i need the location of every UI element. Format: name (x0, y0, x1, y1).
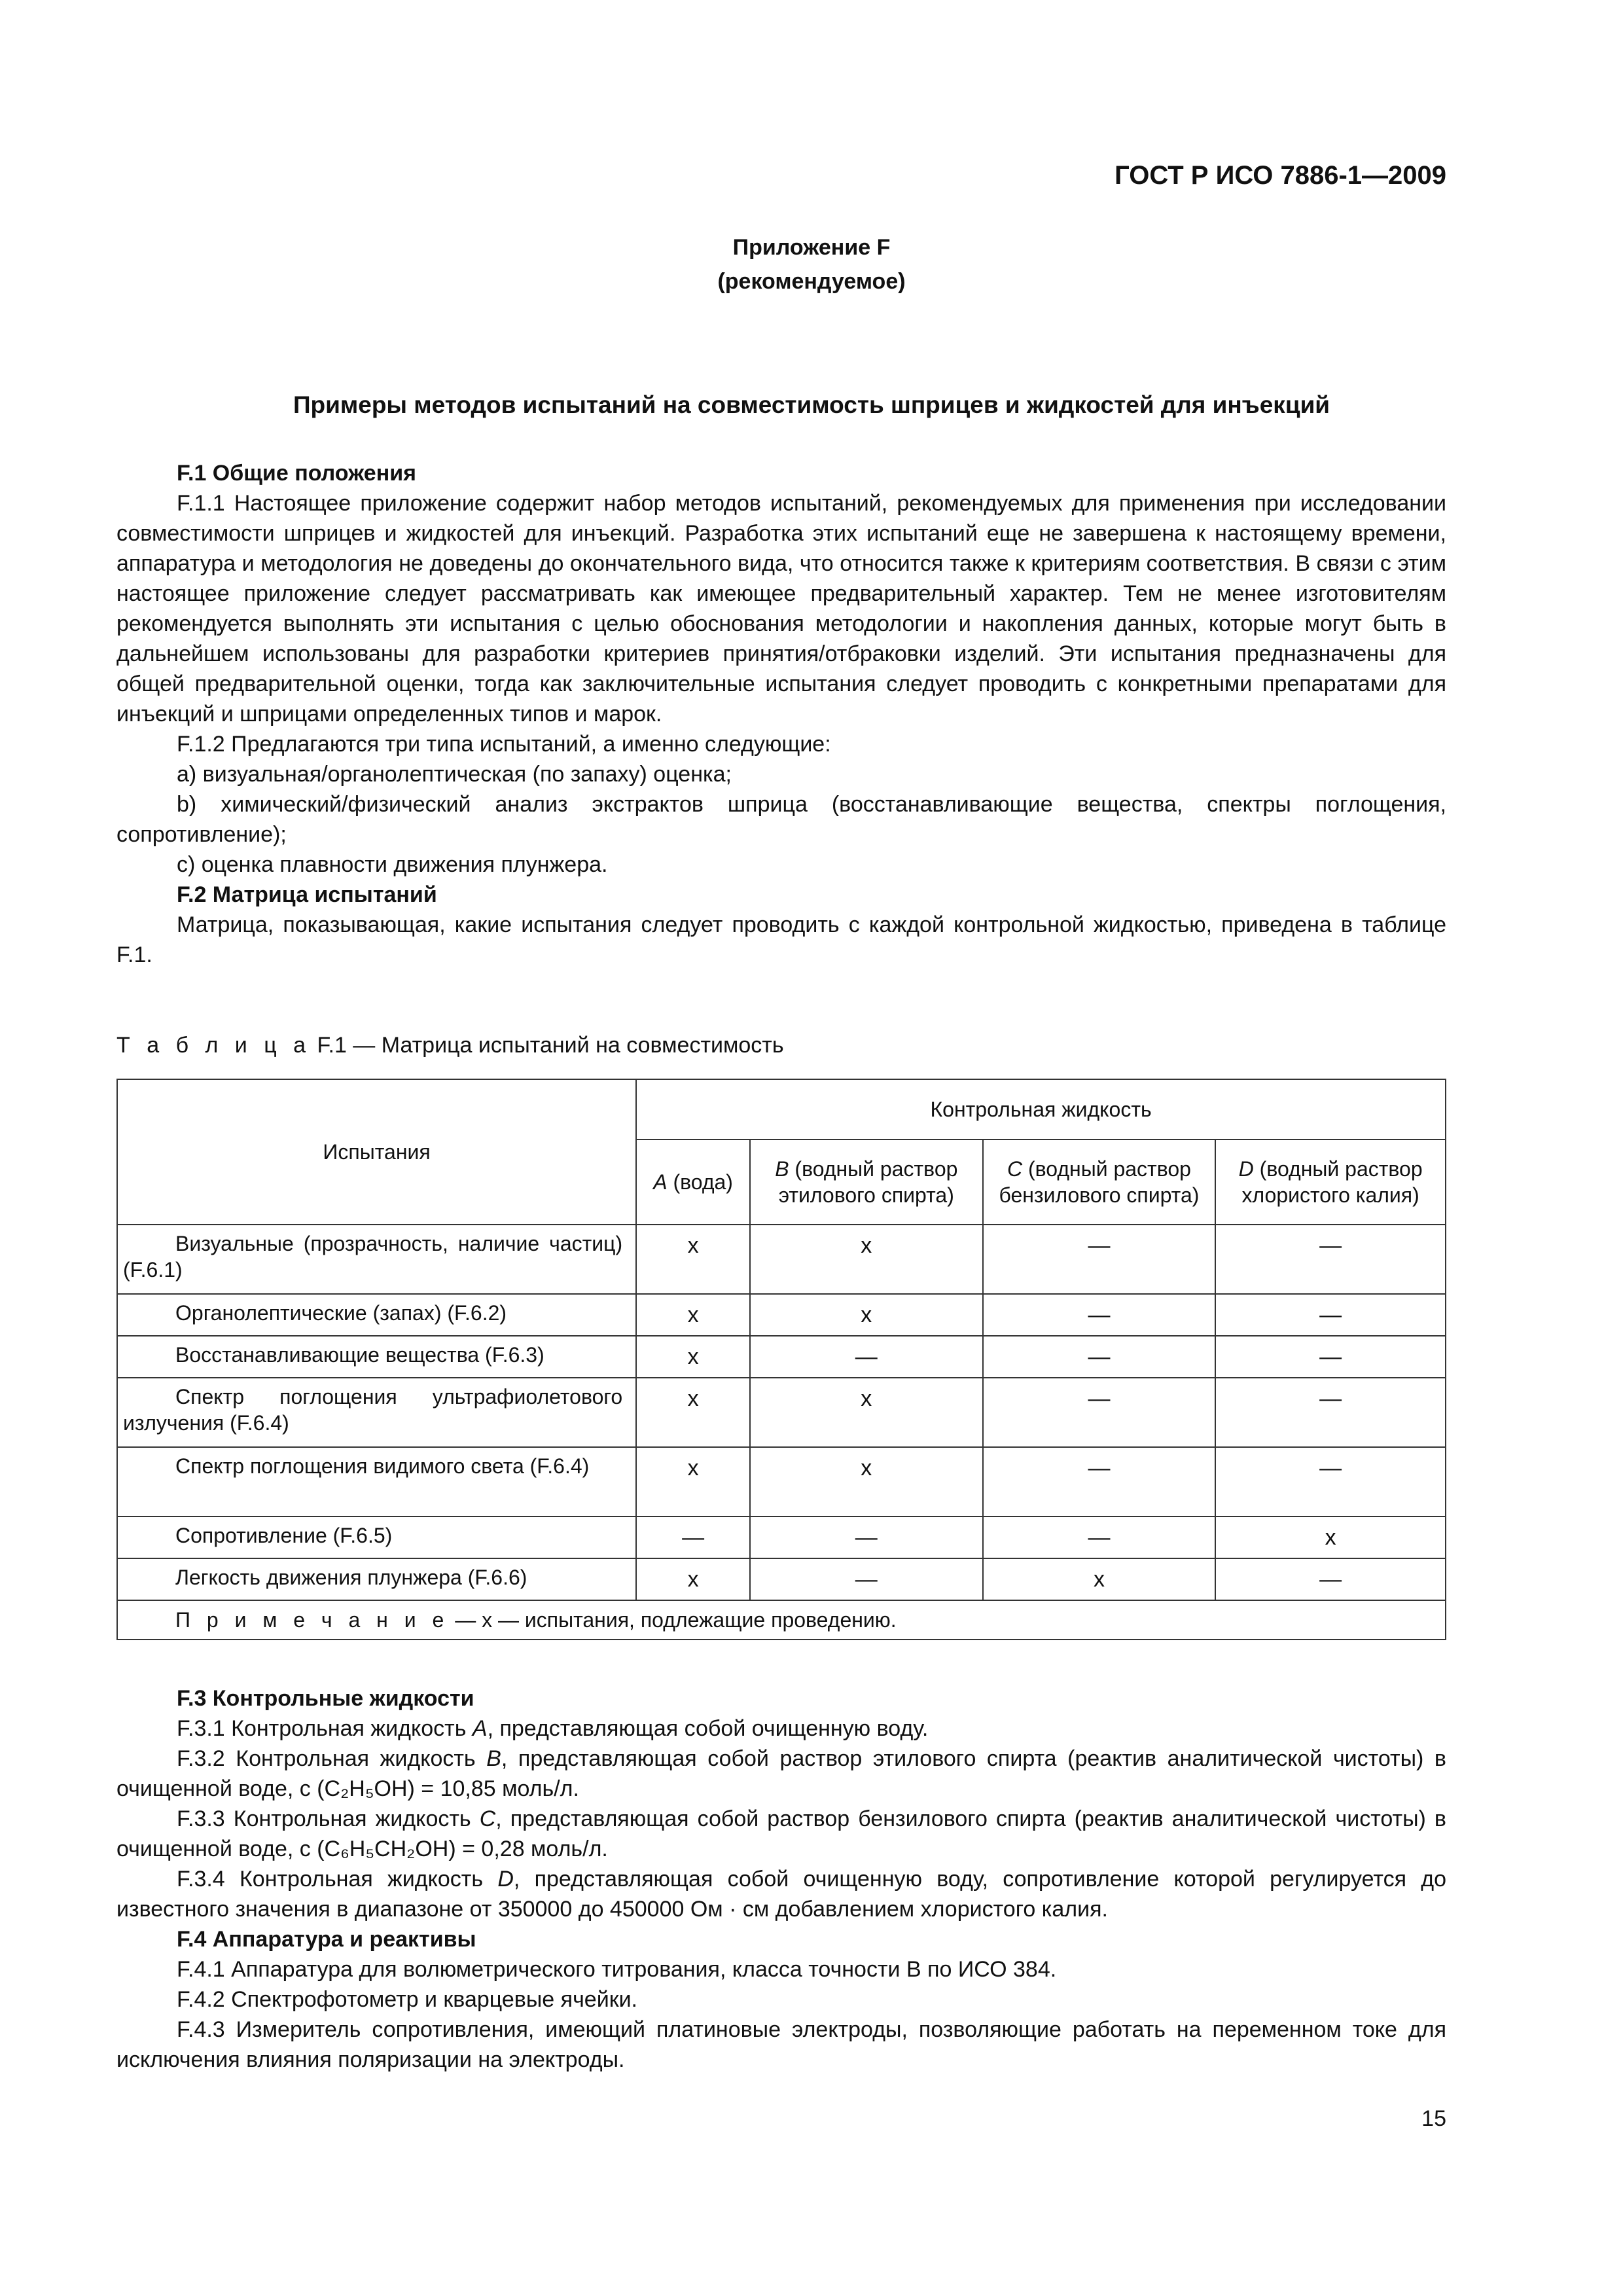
row-label (117, 1516, 636, 1558)
row-label-text: Органолептические (запах) (F.6.2) (175, 1301, 507, 1325)
row-label (117, 1447, 636, 1516)
liquid-desc: (водный раствор бензилового спирта) (999, 1157, 1200, 1207)
table-caption-text: F.1 — Матрица испытаний на совместимость (317, 1033, 784, 1058)
liquid-letter: B (775, 1157, 789, 1181)
cell-mark: — (983, 1294, 1216, 1336)
table-caption-prefix: Т а б л и ц а (116, 1033, 312, 1058)
formula-ethanol: c (C₂H₅OH) = 10,85 моль/л. (299, 1776, 579, 1801)
header-tests: Испытания (117, 1079, 636, 1225)
paragraph-f3-1: F.3.1 Контрольная жидкость A, представляющая собой очищенную воду. (177, 1716, 929, 1741)
table-caption (116, 1033, 784, 1058)
paragraph-f1-1: F.1.1 Настоящее приложение содержит набор методов испытаний, рекомендуемых для применения при исследовании совместимости шприцев и жидкостей для инъекций. Разработка этих испытаний еще не завершена к настоящему времени, аппаратура и методология не доведены до окончательного вида, что относится также к критериям соответствия. В связи с этим настоящее приложение следует рассматривать как имеющее предварительный характер. Тем не менее изготовителям рекомендуется выполнять эти испытания с целью обоснования методологии и накопления данных, которые могут быть в дальнейшем использованы для разработки критериев принятия/отбраковки изделий. Эти испытания предназначены для общей предварительной оценки, тогда как заключительные испытания следует проводить с конкретными препаратами для инъекций и шприцами определенных типов и марок. (116, 491, 1446, 726)
liquid-desc: (водный раствор этилового спирта) (778, 1157, 958, 1207)
row-label (117, 1378, 636, 1447)
liquid-letter: A (653, 1170, 668, 1194)
cell-mark: — (983, 1516, 1216, 1558)
section-heading-f3: F.3 Контрольные жидкости (177, 1686, 474, 1711)
cell-mark: x (750, 1294, 983, 1336)
row-label (117, 1336, 636, 1378)
cell-mark: — (1215, 1447, 1446, 1516)
section-heading-f1: F.1 Общие положения (177, 461, 416, 486)
table-note (117, 1600, 1446, 1640)
page-number: 15 (1421, 2106, 1446, 2131)
table-row (117, 1558, 1446, 1600)
paragraph-f3-4: F.3.4 Контрольная жидкость D, представляющая собой очищенную воду, сопротивление которой регулируется до известного значения в диапазоне от 350000 до 450000 Ом · см добавлением хлористого калия. (116, 1867, 1446, 1922)
cell-mark: — (1215, 1336, 1446, 1378)
cell-mark: — (983, 1447, 1216, 1516)
cell-mark: — (1215, 1294, 1446, 1336)
row-label-text: Легкость движения плунжера (F.6.6) (175, 1566, 527, 1589)
table-row (117, 1378, 1446, 1447)
row-label (117, 1294, 636, 1336)
paragraph-f3-2: F.3.2 Контрольная жидкость B, представляющая собой раствор этилового спирта (реактив аналитической чистоты) в очищенной воде, c (C₂H₅OH) = 10,85 моль/л. (116, 1746, 1446, 1801)
cell-mark: — (636, 1516, 750, 1558)
compatibility-test-matrix (116, 1079, 1446, 1640)
formula-benzyl-alcohol: c (C₆H₅CH₂OH) = 0,28 моль/л. (299, 1837, 608, 1861)
cell-mark: — (983, 1336, 1216, 1378)
cell-mark: — (750, 1336, 983, 1378)
table-row (117, 1336, 1446, 1378)
liquid-desc: (вода) (667, 1170, 733, 1194)
liquid-letter: C (1007, 1157, 1023, 1181)
row-label-text: Спектр поглощения ультрафиолетового излучения (F.6.4) (123, 1385, 623, 1435)
cell-mark: x (750, 1225, 983, 1294)
paragraph-f3-3: F.3.3 Контрольная жидкость C, представляющая собой раствор бензилового спирта (реактив аналитической чистоты) в очищенной воде, c (C₆H₅CH₂OH) = 0,28 моль/л. (116, 1806, 1446, 1861)
section-f1-f2 (116, 458, 1446, 970)
header-liquid-c (983, 1139, 1216, 1225)
cell-mark: x (1215, 1516, 1446, 1558)
liquid-desc: (водный раствор хлористого калия) (1241, 1157, 1423, 1207)
section-heading-f4: F.4 Аппаратура и реактивы (177, 1927, 476, 1952)
liquid-letter: D (1238, 1157, 1254, 1181)
cell-mark: x (750, 1378, 983, 1447)
cell-mark: — (1215, 1558, 1446, 1600)
appendix-status: (рекомендуемое) (717, 269, 906, 294)
section-heading-f2: F.2 Матрица испытаний (177, 882, 437, 907)
cell-mark: — (750, 1558, 983, 1600)
cell-mark: x (636, 1225, 750, 1294)
cell-mark: x (750, 1447, 983, 1516)
table-row (117, 1516, 1446, 1558)
table-row (117, 1225, 1446, 1294)
cell-mark: — (1215, 1225, 1446, 1294)
cell-mark: x (636, 1378, 750, 1447)
table-row (117, 1294, 1446, 1336)
standard-designation: ГОСТ Р ИСО 7886-1—2009 (1115, 161, 1446, 190)
section-f3-f4 (116, 1683, 1446, 2075)
paragraph-f2: Матрица, показывающая, какие испытания следует проводить с каждой контрольной жидкостью, приведена в таблице F.1. (116, 912, 1446, 967)
list-item-c: c) оценка плавности движения плунжера. (177, 852, 608, 877)
paragraph-f1-2: F.1.2 Предлагаются три типа испытаний, а именно следующие: (177, 732, 831, 757)
row-label-text: Визуальные (прозрачность, наличие частиц) (F.6.1) (123, 1232, 623, 1282)
cell-mark: — (983, 1225, 1216, 1294)
cell-mark: x (636, 1336, 750, 1378)
appendix-label: Приложение F (732, 235, 891, 260)
cell-mark: x (983, 1558, 1216, 1600)
row-label (117, 1558, 636, 1600)
cell-mark: x (636, 1294, 750, 1336)
list-item-b: b) химический/физический анализ экстрактов шприца (восстанавливающие вещества, спектры поглощения, сопротивление); (116, 792, 1446, 847)
cell-mark: — (750, 1516, 983, 1558)
paragraph-f4-1: F.4.1 Аппаратура для волюметрического титрования, класса точности B по ИСО 384. (177, 1957, 1057, 1982)
table-note-text: — x — испытания, подлежащие проведению. (449, 1607, 897, 1632)
document-title: Примеры методов испытаний на совместимость шприцев и жидкостей для инъекций (293, 391, 1330, 418)
header-liquid-d (1215, 1139, 1446, 1225)
table-note-prefix: П р и м е ч а н и е (175, 1607, 450, 1632)
row-label-text: Спектр поглощения видимого света (F.6.4) (175, 1454, 590, 1478)
row-label (117, 1225, 636, 1294)
table-row (117, 1447, 1446, 1516)
cell-mark: — (983, 1378, 1216, 1447)
paragraph-f4-2: F.4.2 Спектрофотометр и кварцевые ячейки. (177, 1987, 638, 2012)
row-label-text: Восстанавливающие вещества (F.6.3) (175, 1343, 544, 1367)
cell-mark: x (636, 1558, 750, 1600)
appendix-heading (0, 230, 1623, 298)
header-control-liquid: Контрольная жидкость (636, 1079, 1446, 1139)
header-liquid-a (636, 1139, 750, 1225)
paragraph-f4-3: F.4.3 Измеритель сопротивления, имеющий платиновые электроды, позволяющие работать на переменном токе для исключения влияния поляризации на электроды. (116, 2017, 1446, 2072)
header-liquid-b (750, 1139, 983, 1225)
row-label-text: Сопротивление (F.6.5) (175, 1524, 393, 1547)
cell-mark: — (1215, 1378, 1446, 1447)
cell-mark: x (636, 1447, 750, 1516)
list-item-a: a) визуальная/органолептическая (по запаху) оценка; (177, 762, 732, 787)
